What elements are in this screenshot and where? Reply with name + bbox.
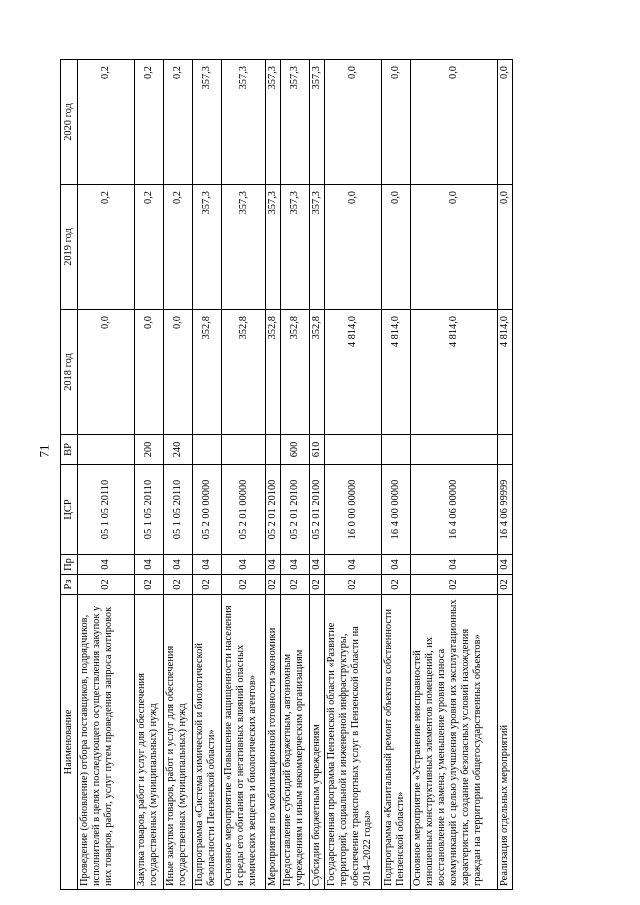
header-2018: 2018 год	[61, 310, 78, 435]
row-csr: 05 1 05 20110	[78, 465, 135, 555]
row-pr: 04	[325, 555, 382, 575]
row-pr: 04	[193, 555, 222, 575]
row-name: Закупка товаров, работ и услуг для обеспечения государственных (муниципальных) нужд	[135, 595, 164, 890]
row-2020: 0,2	[135, 60, 164, 185]
row-name: Подпрограмма «Капитальный ремонт объектов собственности Пензенской области»	[382, 595, 411, 890]
page-number: 71	[36, 444, 52, 458]
row-2019: 357,3	[222, 185, 266, 310]
header-vr: ВР	[61, 435, 78, 465]
row-name: Основное мероприятие «Повышение защищенности населения и среды его обитания от негативных влияний опасных химических веществ и биологических агентов»	[222, 595, 266, 890]
row-2020: 357,3	[222, 60, 266, 185]
row-2018: 0,0	[164, 310, 193, 435]
row-2020: 0,0	[411, 60, 498, 185]
row-csr: 16 0 00 00000	[325, 465, 382, 555]
row-name: Государственная программа Пензенской области «Развитие территорий, социальной и инженерной инфраструктуры, обеспечение транспортных услуг в Пензенской области на 2014–2022 годы»	[325, 595, 382, 890]
header-pr: Пр	[61, 555, 78, 575]
row-2019: 0,2	[135, 185, 164, 310]
row-csr: 05 1 05 20110	[135, 465, 164, 555]
row-2018: 4 814,0	[325, 310, 382, 435]
row-csr: 16 4 06 99999	[498, 465, 513, 555]
header-2020: 2020 год	[61, 60, 78, 185]
row-2018: 4 814,0	[498, 310, 513, 435]
row-rz: 02	[310, 575, 325, 595]
table-row	[266, 60, 281, 890]
row-vr: 600	[281, 435, 310, 465]
row-csr: 05 2 00 00000	[193, 465, 222, 555]
row-2020: 0,0	[325, 60, 382, 185]
row-rz: 02	[135, 575, 164, 595]
row-rz: 02	[411, 575, 498, 595]
row-vr: 610	[310, 435, 325, 465]
row-2019: 0,0	[325, 185, 382, 310]
row-pr: 04	[78, 555, 135, 575]
table-row	[281, 60, 310, 890]
row-2019: 357,3	[193, 185, 222, 310]
row-csr: 05 2 01 20100	[310, 465, 325, 555]
row-2020: 357,3	[310, 60, 325, 185]
row-pr: 04	[498, 555, 513, 575]
row-rz: 02	[193, 575, 222, 595]
table-row	[164, 60, 193, 890]
row-name: Подпрограмма «Система химической и биологической безопасности Пензенской области»	[193, 595, 222, 890]
row-vr	[222, 435, 266, 465]
table-row	[411, 60, 498, 890]
row-name: Иные закупки товаров, работ и услуг для обеспечения государственных (муниципальных) нужд	[164, 595, 193, 890]
row-pr: 04	[281, 555, 310, 575]
row-2020: 0,0	[382, 60, 411, 185]
row-pr: 04	[222, 555, 266, 575]
table-row	[498, 60, 513, 890]
row-2020: 357,3	[193, 60, 222, 185]
table-row	[135, 60, 164, 890]
row-2018: 352,8	[266, 310, 281, 435]
row-name: Основное мероприятие «Устранение неисправностей изношенных конструктивных элементов помещений, их восстановление и замена; уменьшение уровня износа коммуникаций с целью улучшения уровня их эксплуатационных характеристик, создание безопасных условий нахождения граждан на территории общегосударственных объектов»	[411, 595, 498, 890]
row-vr	[266, 435, 281, 465]
row-rz: 02	[222, 575, 266, 595]
row-pr: 04	[382, 555, 411, 575]
row-csr: 05 2 01 20100	[266, 465, 281, 555]
row-pr: 04	[266, 555, 281, 575]
row-2020: 357,3	[281, 60, 310, 185]
header-rz: Рз	[61, 575, 78, 595]
row-rz: 02	[164, 575, 193, 595]
table-row	[222, 60, 266, 890]
row-rz: 02	[382, 575, 411, 595]
row-name: Субсидии бюджетным учреждениям	[310, 595, 325, 890]
row-rz: 02	[266, 575, 281, 595]
row-vr: 200	[135, 435, 164, 465]
header-csr: ЦСР	[61, 465, 78, 555]
header-name: Наименование	[61, 595, 78, 890]
row-csr: 05 2 01 00000	[222, 465, 266, 555]
row-csr: 16 4 06 00000	[411, 465, 498, 555]
row-2020: 0,2	[78, 60, 135, 185]
table-row	[382, 60, 411, 890]
row-rz: 02	[281, 575, 310, 595]
row-2018: 352,8	[310, 310, 325, 435]
row-name: Реализация отдельных мероприятий	[498, 595, 513, 890]
row-pr: 04	[164, 555, 193, 575]
row-name: Проведение (обновление) отбора поставщиков, подрядчиков, исполнителей в целях последующего осуществления закупок у них товаров, работ, услуг путем проведения запроса котировок	[78, 595, 135, 890]
table-row	[310, 60, 325, 890]
row-vr	[78, 435, 135, 465]
row-vr	[382, 435, 411, 465]
row-2020: 0,0	[498, 60, 513, 185]
table-row	[325, 60, 382, 890]
row-2018: 4 814,0	[382, 310, 411, 435]
row-vr: 240	[164, 435, 193, 465]
row-2019: 0,2	[164, 185, 193, 310]
row-rz: 02	[498, 575, 513, 595]
row-csr: 05 1 05 20110	[164, 465, 193, 555]
table-row	[78, 60, 135, 890]
row-2020: 357,3	[266, 60, 281, 185]
row-2019: 357,3	[310, 185, 325, 310]
row-2018: 0,0	[135, 310, 164, 435]
row-vr	[411, 435, 498, 465]
table-row	[193, 60, 222, 890]
row-2019: 0,0	[411, 185, 498, 310]
budget-table	[60, 59, 513, 890]
row-csr: 05 2 01 20100	[281, 465, 310, 555]
row-csr: 16 4 00 00000	[382, 465, 411, 555]
row-2019: 0,0	[498, 185, 513, 310]
header-2019: 2019 год	[61, 185, 78, 310]
row-pr: 04	[135, 555, 164, 575]
rotated-table-container	[60, 60, 585, 890]
row-pr: 04	[411, 555, 498, 575]
row-vr	[193, 435, 222, 465]
row-vr	[498, 435, 513, 465]
row-vr	[325, 435, 382, 465]
row-2019: 0,2	[78, 185, 135, 310]
table-body	[78, 60, 513, 890]
header-row	[61, 60, 78, 890]
row-rz: 02	[325, 575, 382, 595]
row-2018: 0,0	[78, 310, 135, 435]
row-2018: 352,8	[222, 310, 266, 435]
row-pr: 04	[310, 555, 325, 575]
row-2018: 352,8	[281, 310, 310, 435]
row-name: Предоставление субсидий бюджетным, автономным учреждениям и иным некоммерческим организациям	[281, 595, 310, 890]
row-2020: 0,2	[164, 60, 193, 185]
row-name: Мероприятия по мобилизационной готовности экономики	[266, 595, 281, 890]
row-2019: 357,3	[281, 185, 310, 310]
row-2018: 352,8	[193, 310, 222, 435]
row-2019: 0,0	[382, 185, 411, 310]
row-rz: 02	[78, 575, 135, 595]
row-2019: 357,3	[266, 185, 281, 310]
row-2018: 4 814,0	[411, 310, 498, 435]
